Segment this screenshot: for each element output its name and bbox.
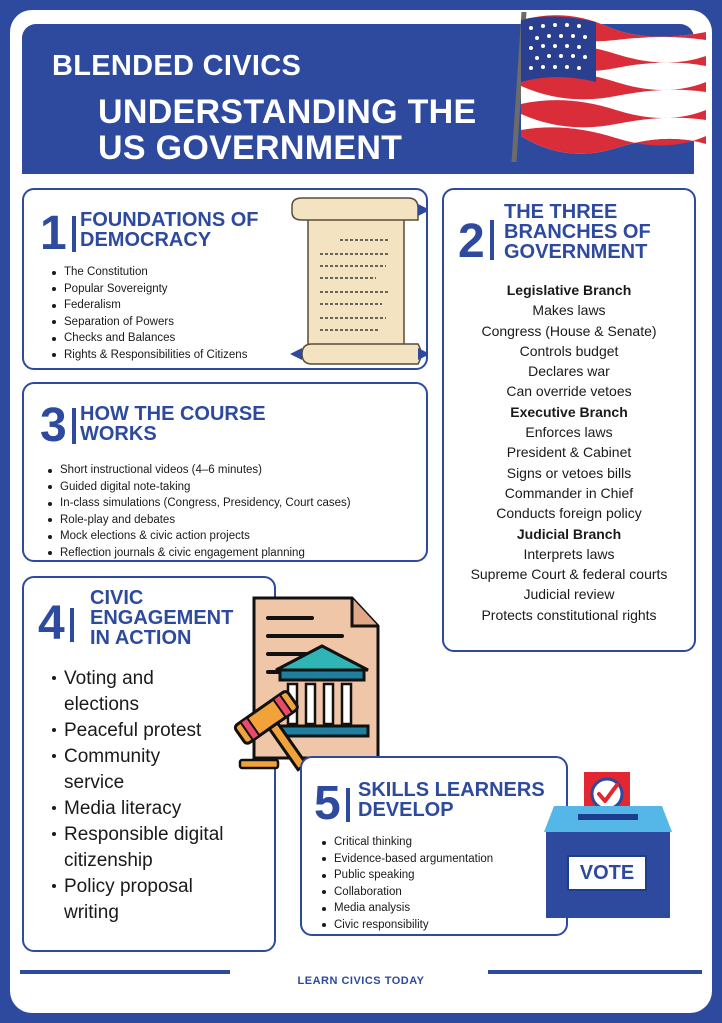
section-number: 2 (458, 215, 485, 268)
section-number: 3 (40, 399, 67, 452)
list-item: Media analysis (322, 900, 493, 917)
section-number: 4 (38, 597, 65, 650)
scroll-icon (286, 194, 426, 372)
section-foundations (22, 188, 428, 370)
list-item: Signs or vetoes bills (506, 464, 632, 481)
section-title-line1: CIVIC (90, 587, 144, 609)
list-item: Voting and elections (52, 666, 172, 718)
list-item: Supreme Court & federal courts (470, 566, 668, 583)
executive-heading: Executive Branch (510, 403, 628, 420)
list-item: Public speaking (322, 867, 493, 884)
course-list (48, 462, 351, 562)
skills-list (322, 834, 493, 934)
section-number: 5 (314, 777, 341, 830)
section-title (90, 588, 233, 648)
list-item: Short instructional videos (4–6 minutes) (48, 462, 351, 479)
section-divider (72, 216, 76, 252)
list-item: Judicial review (523, 586, 615, 603)
footer-text: LEARN CIVICS TODAY (297, 975, 425, 987)
section-number: 1 (40, 207, 67, 260)
us-flag-icon (506, 12, 712, 162)
list-item: Congress (House & Senate) (481, 322, 657, 339)
list-item: Can override vetoes (506, 383, 632, 400)
judicial-heading: Judicial Branch (516, 525, 622, 542)
list-item: In-class simulations (Congress, Presidency, Court cases) (48, 495, 351, 512)
list-item: Peaceful protest (52, 718, 252, 744)
list-item: Makes laws (532, 302, 606, 319)
section-branches (442, 188, 696, 652)
list-item: Mock elections & civic action projects (48, 528, 351, 545)
list-item: Federalism (52, 297, 247, 314)
list-item: Evidence-based argumentation (322, 851, 493, 868)
legislative-heading: Legislative Branch (506, 282, 632, 298)
section-course (22, 382, 428, 562)
section-title-line2: WORKS (80, 423, 157, 445)
list-item: Civic responsibility (322, 917, 493, 934)
section-title (80, 404, 266, 444)
list-item: The Constitution (52, 264, 247, 281)
list-item: Responsible digital citizenship (52, 822, 252, 874)
list-item: Protects constitutional rights (481, 606, 657, 623)
section-skills (300, 756, 568, 936)
list-item: Interprets laws (523, 545, 615, 562)
list-item: Popular Sovereignty (52, 281, 247, 298)
section-title-line3: GOVERNMENT (504, 241, 648, 263)
section-title-line2: BRANCHES OF (504, 221, 651, 243)
ballot-box-icon (540, 770, 680, 920)
section-divider (490, 220, 494, 260)
section-divider (72, 408, 76, 444)
header-title-line1: UNDERSTANDING THE (98, 93, 477, 131)
list-item: Rights & Responsibilities of Citizens (52, 347, 247, 364)
header-title (98, 94, 476, 166)
section-title-line2: DEVELOP (358, 799, 454, 821)
list-item: Enforces laws (525, 424, 613, 441)
section-title (358, 780, 545, 820)
law-document-icon (232, 592, 412, 772)
footer-divider-left (20, 970, 230, 974)
list-item: Guided digital note-taking (48, 479, 351, 496)
list-item: Collaboration (322, 884, 493, 901)
list-item: Media literacy (52, 796, 250, 822)
section-title-line1: HOW THE COURSE (80, 403, 266, 425)
engagement-list (52, 666, 250, 926)
foundations-list (52, 264, 247, 364)
list-item: Policy proposal writing (52, 874, 250, 926)
list-item: Checks and Balances (52, 330, 247, 347)
header-subtitle: BLENDED CIVICS (52, 50, 302, 82)
section-title-line2: ENGAGEMENT (90, 607, 234, 629)
section-title-line3: IN ACTION (90, 627, 192, 649)
header-title-line2: US GOVERNMENT (98, 129, 403, 167)
list-item: Declares war (528, 363, 610, 380)
section-title-line1: SKILLS LEARNERS (358, 779, 545, 801)
section-title-line2: DEMOCRACY (80, 229, 212, 251)
section-title (504, 202, 651, 262)
list-item: Community service (52, 744, 172, 796)
list-item: Commander in Chief (504, 484, 634, 501)
section-title-line1: FOUNDATIONS OF (80, 209, 259, 231)
poster-sheet (10, 10, 712, 1013)
footer-divider-right (488, 970, 702, 974)
list-item: President & Cabinet (506, 444, 632, 461)
section-divider (70, 608, 74, 642)
list-item: Controls budget (519, 342, 619, 359)
vote-label: VOTE (579, 862, 635, 884)
list-item: Role-play and debates (48, 512, 351, 529)
branches-list (444, 280, 694, 625)
list-item: Separation of Powers (52, 314, 247, 331)
list-item: Reflection journals & civic engagement planning (48, 545, 351, 562)
section-title (80, 210, 259, 250)
section-divider (346, 788, 350, 822)
list-item: Critical thinking (322, 834, 493, 851)
list-item: Conducts foreign policy (496, 505, 642, 522)
section-title-line1: THE THREE (504, 201, 618, 223)
